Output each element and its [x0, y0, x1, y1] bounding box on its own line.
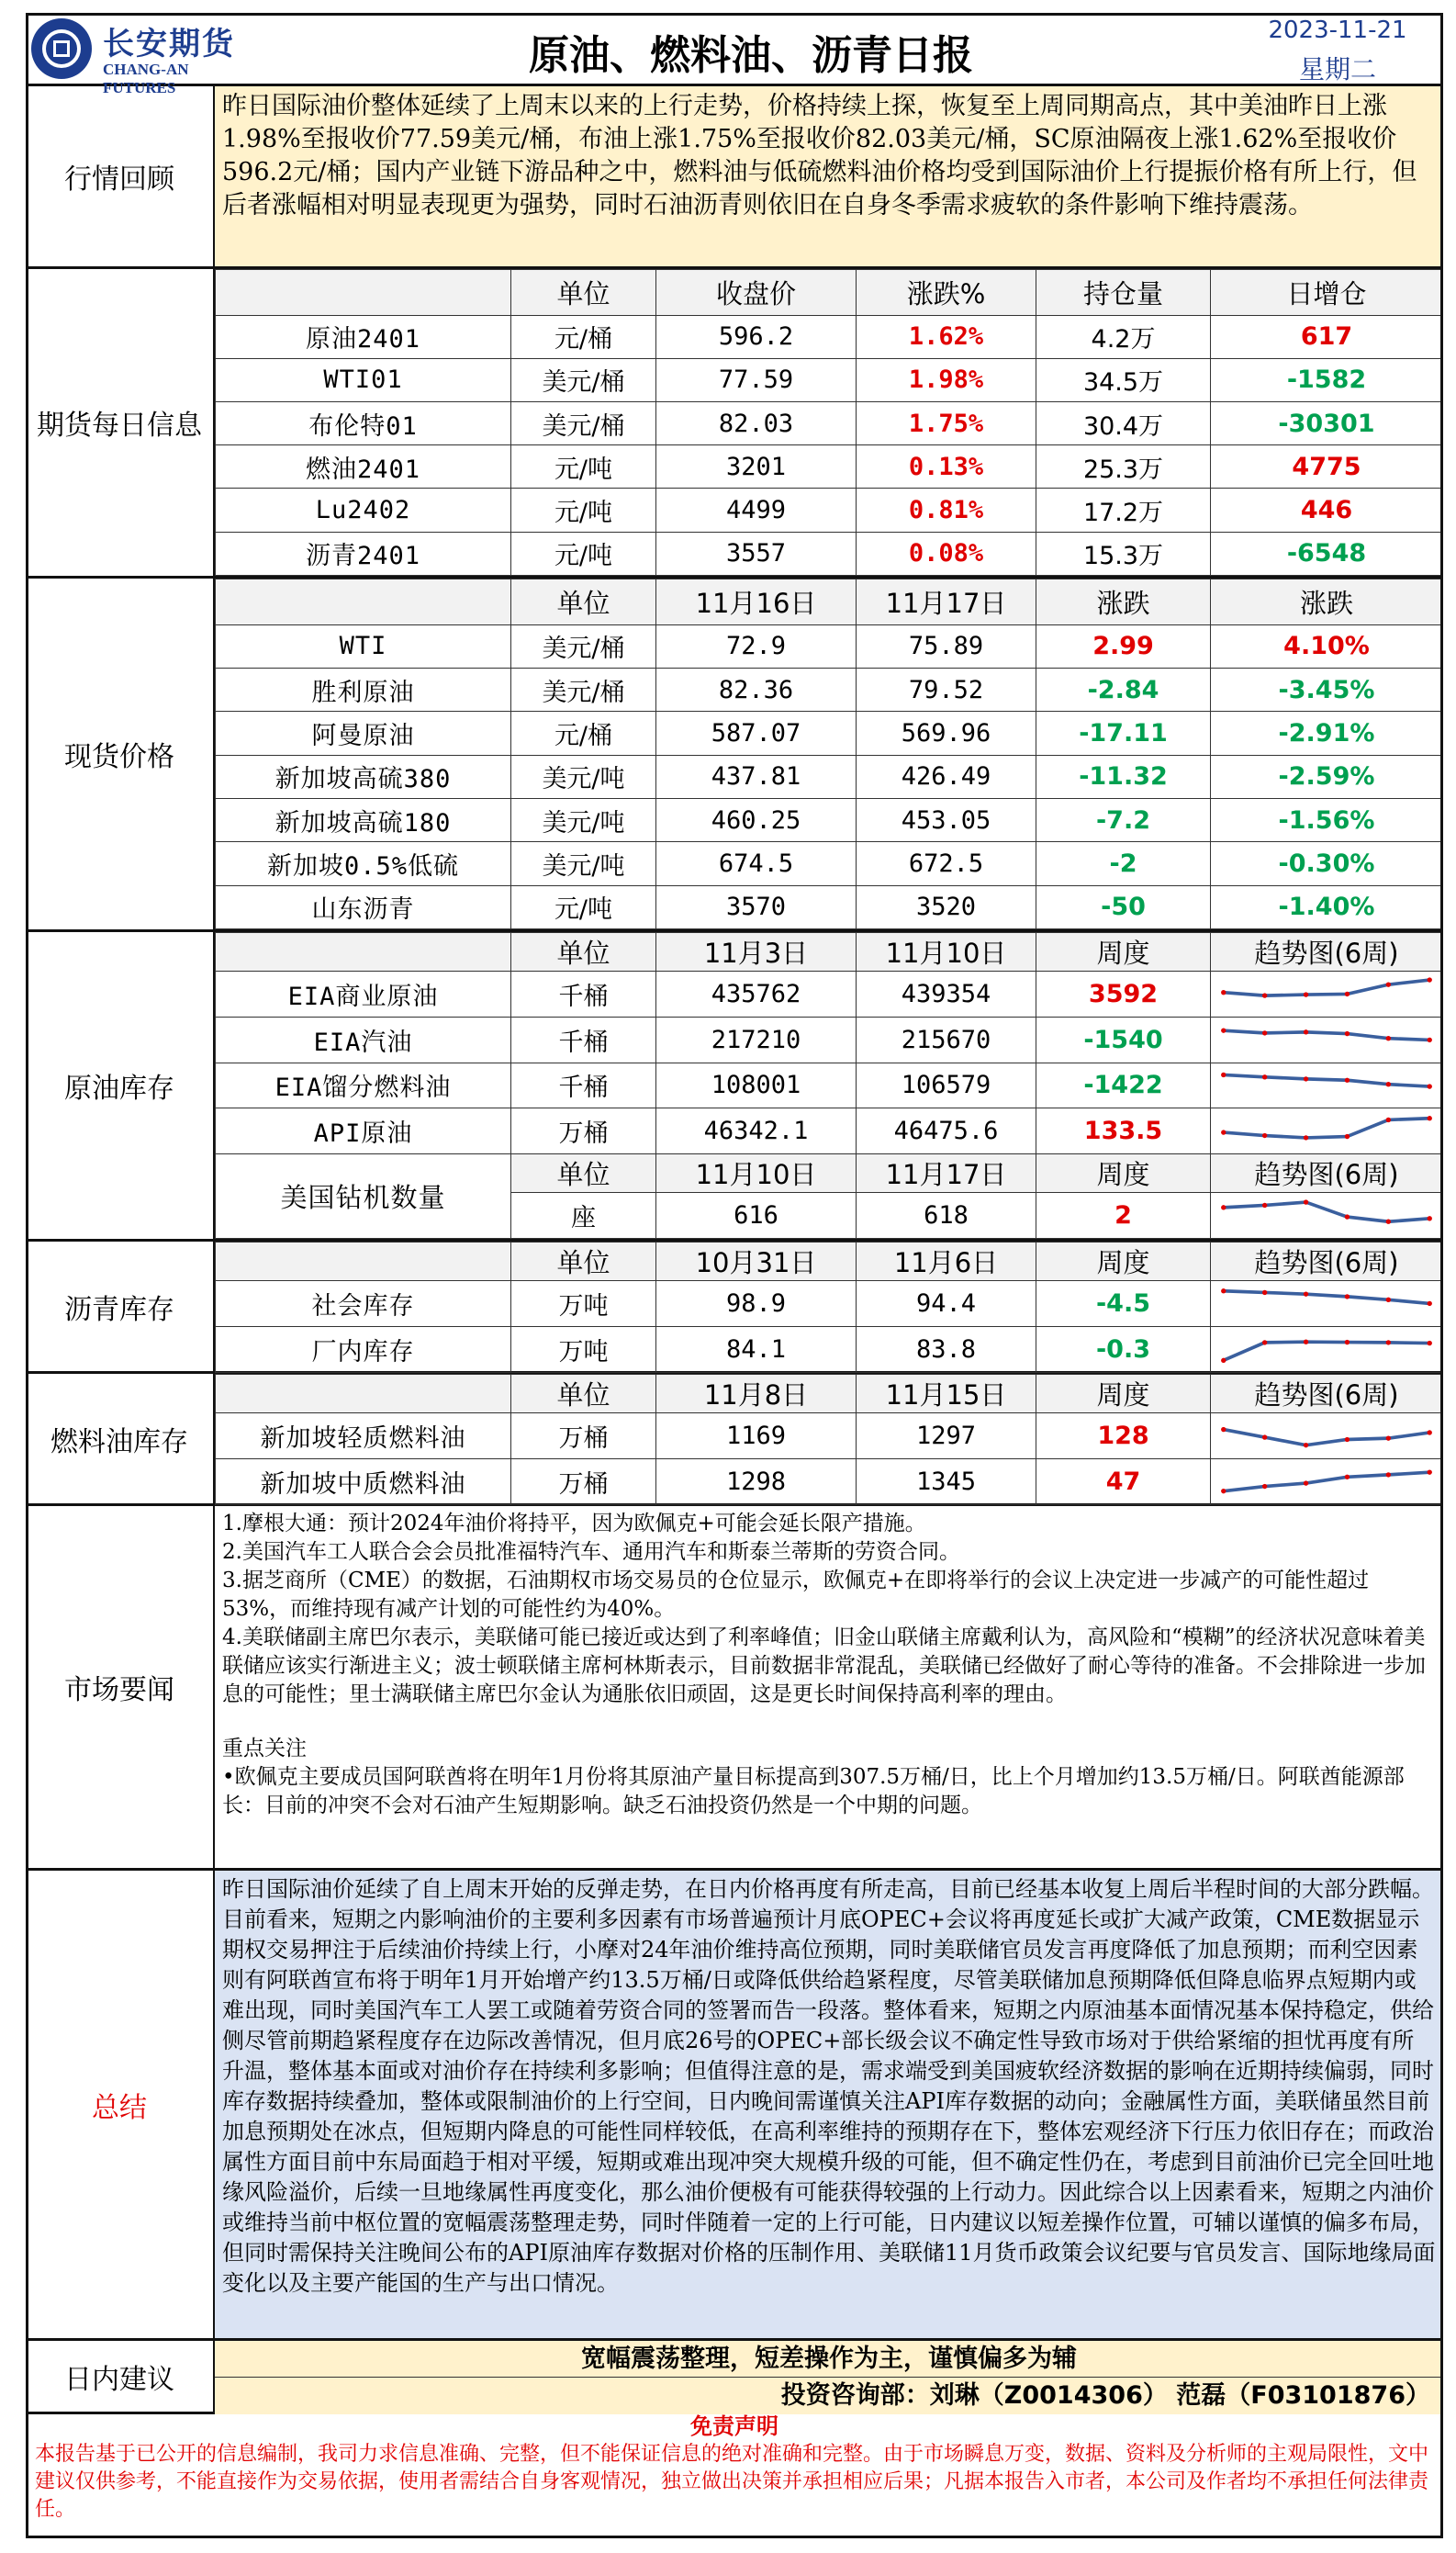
section-label: 沥青库存 [26, 1242, 215, 1371]
unit-cell: 美元/桶 [511, 358, 656, 401]
open-interest-cell: 34.5万 [1036, 358, 1211, 401]
open-interest-cell: 15.3万 [1036, 532, 1211, 575]
change-pct-cell: -2.91% [1211, 712, 1443, 755]
column-header: 涨跌% [857, 270, 1036, 316]
column-header: 单位 [511, 1154, 656, 1193]
unit-cell: 万桶 [511, 1413, 656, 1459]
close-price-cell: 77.59 [656, 358, 857, 401]
change-pct-cell: 0.81% [857, 489, 1036, 532]
column-header: 趋势图(6周) [1211, 1375, 1443, 1413]
change-pct-cell: -1.40% [1211, 885, 1443, 928]
weekly-change-cell: -0.3 [1036, 1326, 1211, 1372]
spot-name: 山东沥青 [216, 885, 511, 928]
price-cell: 82.36 [656, 669, 857, 712]
change-pct-cell: -0.30% [1211, 842, 1443, 885]
disclaimer-text: 本报告基于已公开的信息编制，我司力求信息准确、完整，但不能保证信息的绝对准确和完整。由于市场瞬息万变，数据、资料及分析师的主观局限性，文中建议仅供参考，不能直接作为交易依据，使用者需结合自身客观情况，独立做出决策并承担相应后果；凡据本报告入市者，本公司及作者均不承担任何法律责任。 [35, 2443, 1429, 2521]
column-header: 11月17日 [857, 579, 1036, 625]
report-title: 原油、燃料油、沥青日报 [529, 32, 973, 79]
value-cell: 46475.6 [857, 1108, 1036, 1154]
close-price-cell: 4499 [656, 489, 857, 532]
column-header: 周度 [1036, 1154, 1211, 1193]
column-header: 11月8日 [656, 1375, 857, 1413]
advice-text: 宽幅震荡整理，短差操作为主，谨慎偏多为辅 [215, 2341, 1443, 2378]
column-header: 11月6日 [857, 1243, 1036, 1281]
unit-cell: 座 [511, 1193, 656, 1239]
column-header: 11月10日 [656, 1154, 857, 1193]
analyst-credit: 投资咨询部：刘琳（Z0014306） 范磊（F03101876） [215, 2378, 1443, 2414]
weekly-change-cell: 3592 [1036, 972, 1211, 1018]
inventory-name: EIA馏分燃料油 [216, 1063, 511, 1108]
column-header: 趋势图(6周) [1211, 1154, 1443, 1193]
change-pct-cell: 4.10% [1211, 624, 1443, 668]
unit-cell: 元/吨 [511, 532, 656, 575]
daily-oi-change-cell: -30301 [1211, 402, 1443, 445]
daily-oi-change-cell: 617 [1211, 315, 1443, 358]
column-header: 持仓量 [1036, 270, 1211, 316]
column-header: 10月31日 [656, 1243, 857, 1281]
change-cell: -50 [1036, 885, 1211, 928]
column-header: 收盘价 [656, 270, 857, 316]
column-header: 涨跌 [1036, 579, 1211, 625]
contract-name: 沥青2401 [216, 532, 511, 575]
inventory-name: EIA商业原油 [216, 972, 511, 1018]
disclaimer-title: 免责声明 [690, 2413, 778, 2439]
value-cell: 108001 [656, 1063, 857, 1108]
value-cell: 1345 [857, 1458, 1036, 1504]
value-cell: 439354 [857, 972, 1036, 1018]
unit-cell: 千桶 [511, 1017, 656, 1063]
focus-text: •欧佩克主要成员国阿联酋将在明年1月份将其原油产量目标提高到307.5万桶/日，比上个月增加约13.5万桶/日。阿联酋能源部长：目前的冲突不会对石油产生短期影响。缺乏石油投资仍然是一个中期的问题。 [222, 1765, 1405, 1817]
news-item: 2.美国汽车工人联合会会员批准福特汽车、通用汽车和斯泰兰蒂斯的劳资合同。 [222, 1540, 960, 1564]
section-label: 总结 [26, 1871, 215, 2338]
price-cell: 672.5 [857, 842, 1036, 885]
open-interest-cell: 30.4万 [1036, 402, 1211, 445]
price-cell: 3570 [656, 885, 857, 928]
contract-name: 原油2401 [216, 315, 511, 358]
spot-name: 新加坡高硫380 [216, 755, 511, 798]
unit-cell: 元/吨 [511, 489, 656, 532]
news-item: 1.摩根大通：预计2024年油价将持平，因为欧佩克+可能会延长限产措施。 [222, 1512, 926, 1535]
value-cell: 217210 [656, 1017, 857, 1063]
page-border [26, 13, 1443, 2538]
change-pct-cell: -1.56% [1211, 799, 1443, 842]
open-interest-cell: 17.2万 [1036, 489, 1211, 532]
report-date: 2023-11-21 [1268, 17, 1407, 44]
column-header: 单位 [511, 933, 656, 972]
column-header: 日增仓 [1211, 270, 1443, 316]
weekly-change-cell: 47 [1036, 1458, 1211, 1504]
open-interest-cell: 4.2万 [1036, 315, 1211, 358]
section-label: 市场要闻 [26, 1506, 215, 1868]
value-cell: 94.4 [857, 1281, 1036, 1327]
weekly-change-cell: 133.5 [1036, 1108, 1211, 1154]
unit-cell: 元/吨 [511, 885, 656, 928]
company-name-en: CHANG-AN FUTURES [103, 61, 189, 96]
contract-name: WTI01 [216, 358, 511, 401]
value-cell: 435762 [656, 972, 857, 1018]
column-header: 周度 [1036, 1375, 1211, 1413]
company-name-cn: 长安期货 [103, 26, 235, 62]
change-cell: -17.11 [1036, 712, 1211, 755]
change-pct-cell: -2.59% [1211, 755, 1443, 798]
column-header: 11月15日 [857, 1375, 1036, 1413]
inventory-name: EIA汽油 [216, 1017, 511, 1063]
section-label: 现货价格 [26, 579, 215, 929]
column-header: 11月17日 [857, 1154, 1036, 1193]
daily-oi-change-cell: -6548 [1211, 532, 1443, 575]
price-cell: 437.81 [656, 755, 857, 798]
column-header: 趋势图(6周) [1211, 933, 1443, 972]
change-pct-cell: -3.45% [1211, 669, 1443, 712]
unit-cell: 万吨 [511, 1281, 656, 1327]
price-cell: 460.25 [656, 799, 857, 842]
price-cell: 75.89 [857, 624, 1036, 668]
open-interest-cell: 25.3万 [1036, 445, 1211, 489]
value-cell: 618 [857, 1193, 1036, 1239]
weekly-change-cell: 128 [1036, 1413, 1211, 1459]
weekly-change-cell: -1540 [1036, 1017, 1211, 1063]
weekly-change-cell: 2 [1036, 1193, 1211, 1239]
news-item: 3.据芝商所（CME）的数据，石油期权市场交易员的仓位显示，欧佩克+在即将举行的会议上决定进一步减产的可能性超过53%，而维持现有减产计划的可能性约为40%。 [222, 1569, 1370, 1621]
inventory-name: API原油 [216, 1108, 511, 1154]
price-cell: 426.49 [857, 755, 1036, 798]
column-header: 单位 [511, 579, 656, 625]
column-header: 单位 [511, 1243, 656, 1281]
value-cell: 46342.1 [656, 1108, 857, 1154]
section-label: 行情回顾 [26, 86, 215, 266]
contract-name: 布伦特01 [216, 402, 511, 445]
market-review-text: 昨日国际油价整体延续了上周末以来的上行走势，价格持续上探，恢复至上周同期高点，其中美油昨日上涨1.98%至报收价77.59美元/桶，布油上涨1.75%至报收价82.03美元/桶，SC原油隔夜上涨1.62%至报收价596.2元/桶；国内产业链下游品种之中，燃料油与低硫燃料油价格均受到国际油价上行提振价格有所上行，但后者涨幅相对明显表现更为强势，同时石油沥青则依旧在自身冬季需求疲软的条件影响下维持震荡。 [222, 92, 1417, 219]
change-pct-cell: 1.62% [857, 315, 1036, 358]
section-label: 燃料油库存 [26, 1374, 215, 1503]
unit-cell: 美元/桶 [511, 402, 656, 445]
unit-cell: 千桶 [511, 1063, 656, 1108]
value-cell: 106579 [857, 1063, 1036, 1108]
column-header: 11月16日 [656, 579, 857, 625]
value-cell: 1298 [656, 1458, 857, 1504]
change-cell: 2.99 [1036, 624, 1211, 668]
change-cell: -2.84 [1036, 669, 1211, 712]
section-label: 原油库存 [26, 932, 215, 1239]
column-header: 11月3日 [656, 933, 857, 972]
close-price-cell: 3201 [656, 445, 857, 489]
unit-cell: 美元/桶 [511, 624, 656, 668]
column-header: 周度 [1036, 1243, 1211, 1281]
close-price-cell: 596.2 [656, 315, 857, 358]
price-cell: 79.52 [857, 669, 1036, 712]
column-header: 趋势图(6周) [1211, 1243, 1443, 1281]
unit-cell: 元/桶 [511, 712, 656, 755]
report-weekday: 星期二 [1298, 54, 1376, 84]
daily-oi-change-cell: 446 [1211, 489, 1443, 532]
unit-cell: 美元/吨 [511, 799, 656, 842]
unit-cell: 万吨 [511, 1326, 656, 1372]
unit-cell: 万桶 [511, 1458, 656, 1504]
value-cell: 215670 [857, 1017, 1036, 1063]
summary-text: 昨日国际油价延续了自上周末开始的反弹走势，在日内价格再度有所走高，目前已经基本收复上周后半程时间的大部分跌幅。目前看来，短期之内影响油价的主要利多因素有市场普遍预计月底OPEC+会议将再度延长或扩大减产政策，CME数据显示期权交易押注于后续油价持续上行，小摩对24年油价维持高位预期，同时美联储官员发言再度降低了加息预期；而利空因素则有阿联酋宣布将于明年1月开始增产约13.5万桶/日或降低供给趋紧程度，尽管美联储加息预期降低但降息临界点短期内或难出现，同时美国汽车工人罢工或随着劳资合同的签署而告一段落。整体看来，短期之内原油基本面情况基本保持稳定，供给侧尽管前期趋紧程度存在边际改善情况，但月底26号的OPEC+部长级会议不确定性导致市场对于供给紧缩的担忧再度有所升温，整体基本面或对油价存在持续利多影响；但值得注意的是，需求端受到美国疲软经济数据的影响在近期持续偏弱，同时库存数据持续叠加，整体或限制油价的上行空间，日内晚间需谨慎关注API库存数据的动向；金融属性方面，美联储虽然目前加息预期处在冰点，但短期内降息的可能性同样较低，在高利率维持的预期存在下，整体宏观经济下行压力依旧存在；而政治属性方面目前中东局面趋于相对平缓，短期或难出现冲突大规模升级的可能，但不确定性仍在，考虑到目前油价已完全回吐地缘风险溢价，后续一旦地缘属性再度变化，那么油价便极有可能获得较强的上行动力。因此综合以上因素看来，短期之内油价或维持当前中枢位置的宽幅震荡整理走势，同时伴随着一定的上行可能，日内建议以短差操作位置，可辅以谨慎的偏多布局，但同时需保持关注晚间公布的API原油库存数据对价格的压制作用、美联储11月货币政策会议纪要与官员发言、国际地缘局面变化以及主要产能国的生产与出口情况。 [222, 1876, 1436, 2296]
change-pct-cell: 0.08% [857, 532, 1036, 575]
section-label: 日内建议 [26, 2341, 215, 2412]
unit-cell: 元/桶 [511, 315, 656, 358]
column-header: 单位 [511, 1375, 656, 1413]
value-cell: 83.8 [857, 1326, 1036, 1372]
value-cell: 1297 [857, 1413, 1036, 1459]
column-header: 涨跌 [1211, 579, 1443, 625]
unit-cell: 美元/桶 [511, 669, 656, 712]
inventory-name: 厂内库存 [216, 1326, 511, 1372]
price-cell: 3520 [857, 885, 1036, 928]
unit-cell: 万桶 [511, 1108, 656, 1154]
daily-oi-change-cell: -1582 [1211, 358, 1443, 401]
change-pct-cell: 0.13% [857, 445, 1036, 489]
change-pct-cell: 1.75% [857, 402, 1036, 445]
unit-cell: 美元/吨 [511, 842, 656, 885]
news-item: 4.美联储副主席巴尔表示，美联储可能已接近或达到了利率峰值；旧金山联储主席戴利认为，高风险和“模糊”的经济状况意味着美联储应该实行渐进主义；波士顿联储主席柯林斯表示，目前数据非常混乱，美联储已经做好了耐心等待的准备。不会排除进一步加息的可能性；里士满联储主席巴尔金认为通胀依旧顽固，这是更长时间保持高利率的理由。 [222, 1625, 1426, 1706]
spot-name: 新加坡0.5%低硫 [216, 842, 511, 885]
focus-title: 重点关注 [222, 1737, 307, 1760]
change-cell: -11.32 [1036, 755, 1211, 798]
contract-name: Lu2402 [216, 489, 511, 532]
inventory-name: 社会库存 [216, 1281, 511, 1327]
column-header: 单位 [511, 270, 656, 316]
contract-name: 燃油2401 [216, 445, 511, 489]
section-label: 期货每日信息 [26, 269, 215, 576]
change-pct-cell: 1.98% [857, 358, 1036, 401]
column-header: 11月10日 [857, 933, 1036, 972]
column-header: 周度 [1036, 933, 1211, 972]
unit-cell: 千桶 [511, 972, 656, 1018]
unit-cell: 元/吨 [511, 445, 656, 489]
spot-name: 阿曼原油 [216, 712, 511, 755]
value-cell: 98.9 [656, 1281, 857, 1327]
price-cell: 569.96 [857, 712, 1036, 755]
unit-cell: 美元/吨 [511, 755, 656, 798]
value-cell: 616 [656, 1193, 857, 1239]
price-cell: 587.07 [656, 712, 857, 755]
spot-name: 新加坡高硫180 [216, 799, 511, 842]
close-price-cell: 3557 [656, 532, 857, 575]
weekly-change-cell: -1422 [1036, 1063, 1211, 1108]
value-cell: 1169 [656, 1413, 857, 1459]
inventory-name: 新加坡中质燃料油 [216, 1458, 511, 1504]
price-cell: 674.5 [656, 842, 857, 885]
spot-name: WTI [216, 624, 511, 668]
spot-name: 胜利原油 [216, 669, 511, 712]
close-price-cell: 82.03 [656, 402, 857, 445]
change-cell: -2 [1036, 842, 1211, 885]
price-cell: 453.05 [857, 799, 1036, 842]
value-cell: 84.1 [656, 1326, 857, 1372]
weekly-change-cell: -4.5 [1036, 1281, 1211, 1327]
price-cell: 72.9 [656, 624, 857, 668]
rig-count-name: 美国钻机数量 [216, 1154, 511, 1239]
change-cell: -7.2 [1036, 799, 1211, 842]
daily-oi-change-cell: 4775 [1211, 445, 1443, 489]
inventory-name: 新加坡轻质燃料油 [216, 1413, 511, 1459]
